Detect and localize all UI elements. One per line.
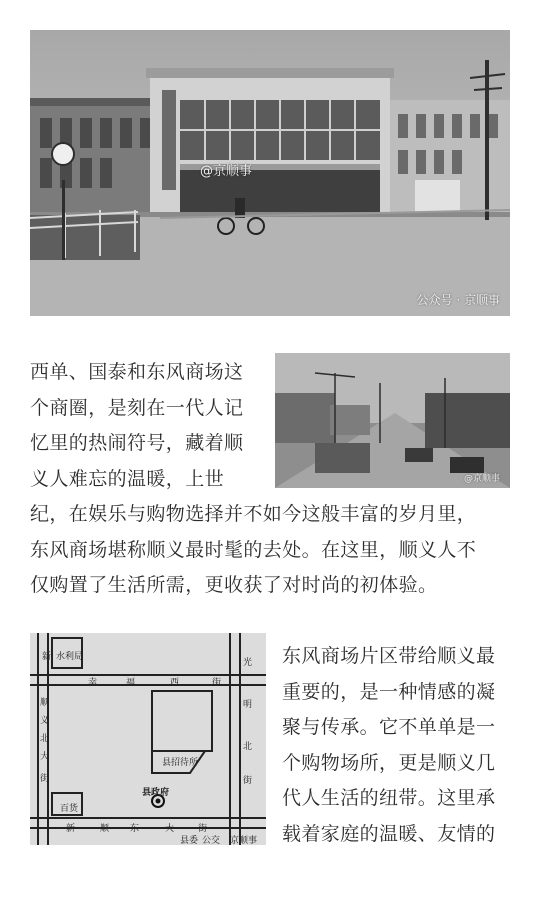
map-label: 县政府	[142, 788, 170, 798]
map-label: 北	[243, 742, 253, 752]
paragraph-1-continuation	[30, 497, 510, 604]
map-label: 北	[40, 734, 50, 744]
paragraph-1-intro	[30, 355, 262, 497]
photo-watermark-corner: 公众号 · 京顺事	[416, 293, 500, 307]
text-line: 西单、国泰和东风商场这	[30, 361, 244, 383]
map-label: 福	[126, 678, 136, 688]
street-scene-photo	[275, 353, 510, 488]
photo-watermark: @京顺事	[200, 164, 253, 179]
map-label: 义	[40, 716, 50, 726]
map-label: 县招待所	[162, 758, 199, 768]
map-label: 街	[212, 678, 222, 688]
map-label: 百货	[60, 804, 79, 814]
map-label: 明	[243, 700, 253, 710]
map-label: 新	[42, 652, 52, 662]
map-label: 西	[170, 678, 180, 688]
street-photo-illustration	[275, 353, 510, 488]
map-label: 水利局	[56, 652, 84, 662]
map-label: 大	[165, 824, 175, 834]
map-label: 光	[243, 658, 253, 668]
text-line: 东风商场片区带给顺义最	[282, 645, 496, 667]
map-label: 街	[40, 774, 50, 784]
text-line: 义人难忘的温暖，上世	[30, 467, 225, 490]
text-line: 仅购置了生活所需，更收获了对时尚的初体验。	[30, 574, 438, 596]
street-map-image	[30, 633, 266, 845]
department-store-photo	[30, 30, 510, 316]
map-label: 京顺事	[230, 836, 258, 845]
map-label: 街	[243, 776, 253, 786]
map-label: 顺	[100, 824, 110, 834]
map-label: 顺	[40, 698, 50, 708]
text-line: 忆里的热闹符号，藏着顺	[30, 432, 244, 454]
text-line: 重要的，是一种情感的凝	[282, 680, 496, 703]
paragraph-2	[282, 639, 510, 852]
map-label: 县委	[180, 836, 199, 845]
text-line: 个商圈，是刻在一代人记	[30, 396, 244, 419]
text-line: 东风商场堪称顺义最时髦的去处。在这里，顺义人不	[30, 538, 477, 561]
map-label: 大	[40, 752, 50, 762]
map-label: 新	[66, 824, 76, 834]
text-line: 纪，在娱乐与购物选择并不如今这般丰富的岁月里，	[30, 503, 477, 525]
map-label: 公交	[202, 836, 221, 845]
text-line: 聚与传承。它不单单是一	[282, 716, 496, 738]
map-label: 东	[130, 824, 140, 834]
map-label: 街	[198, 824, 208, 834]
map-label: 幸	[88, 678, 98, 688]
text-line: 代人生活的纽带。这里承	[282, 787, 496, 809]
text-line: 载着家庭的温暖、友情的	[282, 822, 496, 845]
photo-watermark: @京顺事	[463, 474, 500, 484]
text-line: 个购物场所，更是顺义几	[282, 751, 496, 774]
store-photo-illustration	[30, 30, 510, 316]
